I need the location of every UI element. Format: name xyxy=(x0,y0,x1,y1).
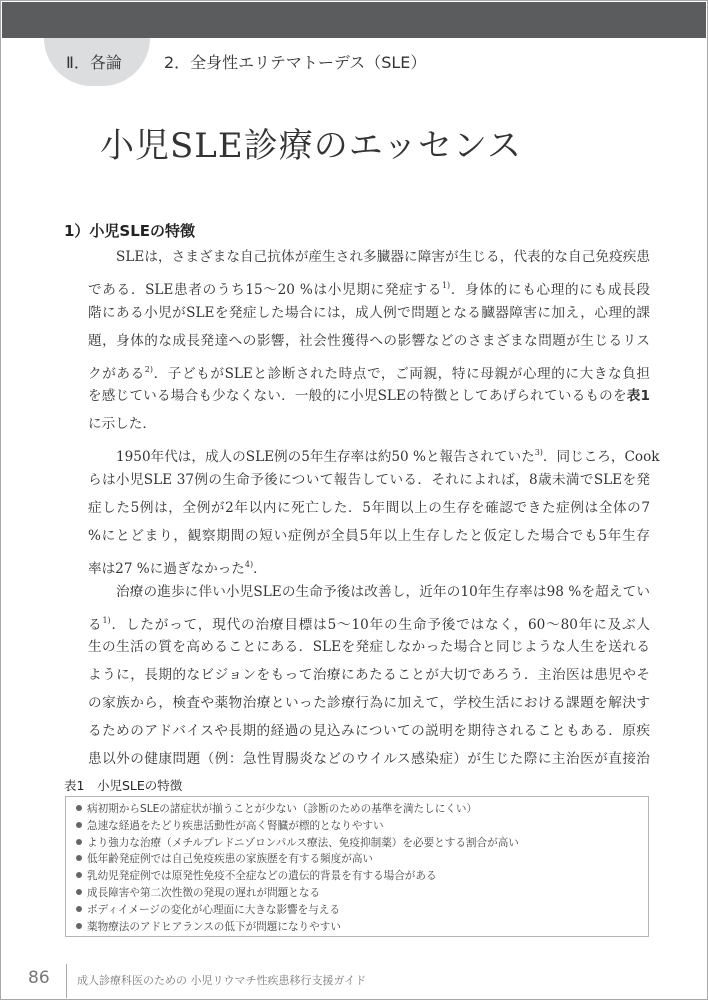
table-item-text: 病初期からSLEの諸症状が揃うことが少ない（診断のための基準を満たしにくい） xyxy=(87,803,478,815)
text-line xyxy=(88,746,650,774)
table-item xyxy=(76,919,648,936)
text-segment: クがある xyxy=(88,365,145,382)
text-segment: る xyxy=(88,616,103,633)
text-segment: るためのアドバイスや長期的経過の見込みについての説明を期待されることもある．原疾 xyxy=(88,723,650,740)
text-segment: 症した5例は，全例が2年以内に死亡した．5年間以上の生存を確認できた症例は全体の7 xyxy=(88,500,650,517)
text-segment: 題，身体的な成長発達への影響，社会性獲得への影響などのさまざまな問題が生じるリス xyxy=(88,332,650,349)
text-segment: 1950年代は，成人のSLE例の5年生存率は約50 %と報告されていた xyxy=(116,449,535,466)
table-item xyxy=(76,801,648,818)
text-line xyxy=(88,551,650,579)
text-line xyxy=(88,495,650,523)
bullet-icon xyxy=(76,923,82,929)
text-line xyxy=(88,718,650,746)
text-segment: に示した． xyxy=(88,416,156,433)
header-bar xyxy=(2,2,706,38)
section-heading: 1）小児SLEの特徴 xyxy=(64,222,196,240)
table-item-text: 成長障害や第二次性徴の発現の遅れが問題となる xyxy=(87,886,321,899)
text-line xyxy=(88,328,650,356)
table-item xyxy=(76,851,648,868)
text-line xyxy=(88,356,650,384)
table-item-text: 低年齢発症例では自己免疫疾患の家族歴を有する頻度が高い xyxy=(87,853,374,866)
table-item xyxy=(76,818,648,835)
text-segment: ように，長期的なビジョンをもって治療にあたることが大切であろう．主治医は患児やそ xyxy=(88,667,650,684)
text-line xyxy=(88,467,650,495)
table-box xyxy=(65,796,649,937)
text-segment: ．子どもがSLEと診断された時点で，ご両親，特に母親が心理的に大きな負担 xyxy=(153,365,650,382)
table-item xyxy=(76,902,648,919)
text-segment: である．SLE患者のうち15～20 %は小児期に発症する xyxy=(88,281,442,298)
text-line xyxy=(88,579,650,607)
table-reference: 表1 xyxy=(626,388,650,405)
table-item-text: 急速な経過をたどり疾患活動性が高く腎臓が標的となりやすい xyxy=(87,819,384,832)
text-segment: らは小児SLE 37例の生命予後について報告している．それによれば，8歳未満でSLEを発 xyxy=(88,472,650,489)
table-item xyxy=(76,868,648,885)
part-label: Ⅱ．各論 xyxy=(66,53,122,72)
reference-mark: 1) xyxy=(441,280,451,290)
table-caption: 表1 小児SLEの特徴 xyxy=(64,778,183,793)
text-segment: 治療の進歩に伴い小児SLEの生命予後は改善し，近年の10年生存率は98 %を超えてい xyxy=(116,583,650,600)
table-item xyxy=(76,885,648,902)
text-line xyxy=(88,411,650,439)
text-line xyxy=(88,272,650,300)
bullet-icon xyxy=(76,872,82,878)
text-segment: ．身体的にも心理的にも成長段 xyxy=(450,281,650,298)
text-segment: %にとどまり，観察期間の短い症例が全員5年以上生存したと仮定した場合でも5年生存 xyxy=(88,527,650,544)
bullet-icon xyxy=(76,889,82,895)
text-line xyxy=(88,634,650,662)
text-segment: 生の生活の質を高めることにある．SLEを発症しなかった場合と同じような人生を送れる xyxy=(88,639,650,656)
text-segment: 患以外の健康問題（例：急性胃腸炎などのウイルス感染症）が生じた際に主治医が直接治 xyxy=(88,751,650,768)
text-segment: を感じている場合も少なくない．一般的に小児SLEの特徴としてあげられているものを xyxy=(88,388,627,405)
body-text xyxy=(88,244,660,774)
text-line xyxy=(88,690,650,718)
text-line xyxy=(88,523,650,551)
text-segment: の家族から，検査や薬物治療といった診療行為に加えて，学校生活における課題を解決す xyxy=(88,695,650,712)
text-segment: 率は27 %に過ぎなかった xyxy=(88,560,245,577)
text-segment: 階にある小児がSLEを発症した場合には，成人例で問題となる臓器障害に加え，心理的課 xyxy=(88,304,650,321)
bullet-icon xyxy=(76,906,82,912)
reference-mark: 2) xyxy=(144,364,153,374)
text-segment: ．したがって，現代の治療目標は5～10年の生命予後ではなく，60～80年に及ぶ人 xyxy=(110,616,651,633)
bullet-icon xyxy=(76,855,82,861)
reference-mark: 4) xyxy=(244,559,254,569)
text-segment: SLEは，さまざまな自己抗体が産生され多臓器に障害が生じる，代表的な自己免疫疾患 xyxy=(116,249,650,265)
bullet-icon xyxy=(76,839,82,845)
reference-mark: 1) xyxy=(102,615,111,625)
page-title: 小児SLE診療のエッセンス xyxy=(100,126,522,166)
text-line xyxy=(88,244,650,272)
footer-divider xyxy=(66,964,67,998)
bullet-icon xyxy=(76,805,82,811)
page-number: 86 xyxy=(28,968,50,988)
chapter-label: 2．全身性エリテマトーデス（SLE） xyxy=(164,53,427,72)
text-line xyxy=(88,662,650,690)
table-item-text: ボディイメージの変化が心理面に大きな影響を与える xyxy=(87,903,341,916)
text-segment: ．同じころ，Cook xyxy=(542,449,660,466)
text-line xyxy=(88,607,650,635)
table-item xyxy=(76,835,648,852)
text-line xyxy=(88,300,650,328)
table-item-text: 薬物療法のアドヒアランスの低下が問題になりやすい xyxy=(87,920,341,933)
text-segment: ． xyxy=(253,560,267,577)
table-item-text: より強力な治療（メチルプレドニゾロンパルス療法、免疫抑制薬）を必要とする割合が高い xyxy=(87,836,519,849)
text-line xyxy=(88,439,660,467)
bullet-icon xyxy=(76,822,82,828)
reference-mark: 3) xyxy=(534,448,543,458)
footer-book-title: 成人診療科医のための 小児リウマチ性疾患移行支援ガイド xyxy=(77,974,367,987)
text-line xyxy=(88,383,650,411)
table-item-text: 乳幼児発症例では原発性免疫不全症などの遺伝的背景を有する場合がある xyxy=(87,870,437,883)
